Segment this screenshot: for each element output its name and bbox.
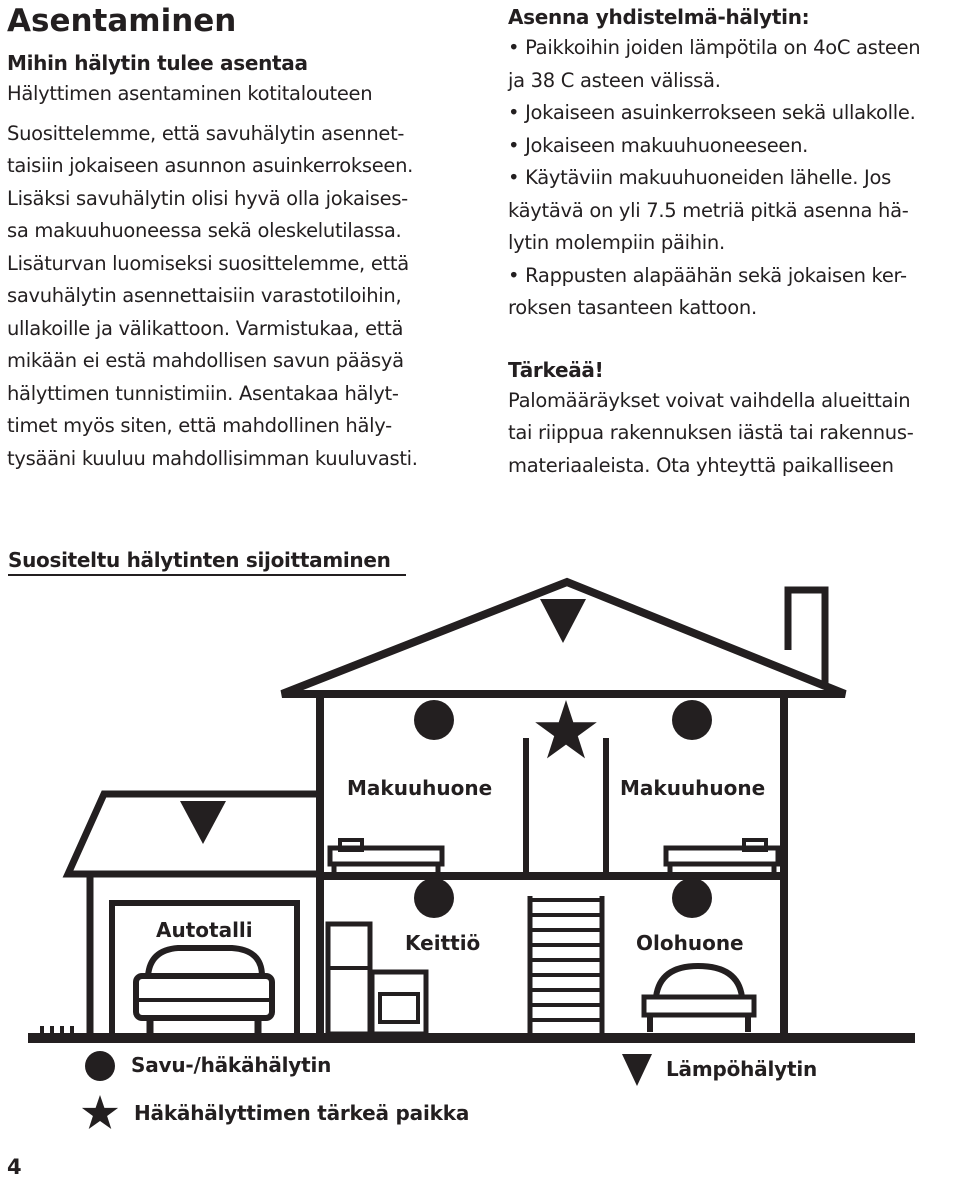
sofa [644,966,754,1032]
car [136,948,272,1034]
legend-smoke-label: Savu-/häkähälytin [131,1053,332,1077]
list-item: • Jokaiseen makuuhuoneeseen. [508,133,809,157]
list-item: • Jokaiseen asuinkerrokseen sekä ullakolle. [508,101,916,124]
paragraph-line: materiaaleista. Ota yhteyttä paikalliseen [508,453,894,477]
list-item: lytin molempiin päihin. [508,231,725,254]
page-number: 4 [7,1155,22,1179]
list-item: • Rappusten alapäähän sekä jokaisen ker- [508,263,907,287]
smoke-alarm-kitchen [414,878,454,918]
paragraph-line: ullakoille ja välikattoon. Varmistukaa, että [7,316,404,340]
smoke-alarm-bedroom-right [672,700,712,740]
legend-heat-icon [622,1054,652,1086]
paragraph-line: mikään ei estä mahdollisen savun pääsyä [7,349,404,372]
room-label-kitchen: Keittiö [405,931,481,955]
staircase [530,896,602,1036]
paragraph-line: Lisäturvan luomiseksi suosittelemme, että [7,251,409,275]
section-subheading: Hälyttimen asentaminen kotitalouteen [7,82,373,105]
room-label-bedroom-right: Makuuhuone [620,776,766,800]
paragraph-line: timet myös siten, että mahdollinen häly- [7,414,392,437]
bed-left [330,840,442,874]
heat-alarm-garage [180,801,226,844]
smoke-alarm-bedroom-left [414,700,454,740]
stove [372,972,426,1034]
paragraph-line: Palomääräykset voivat vaihdella alueittain [508,388,911,412]
page-title: Asentaminen [7,3,237,39]
paragraph-line: taisiin jokaiseen asunnon asuinkerrokseen. [7,154,414,177]
room-label-bedroom-left: Makuuhuone [347,776,493,800]
grass [40,1026,74,1034]
paragraph-line: tysääni kuuluu mahdollisimman kuuluvasti. [7,446,418,470]
legend-heat-label: Lämpöhälytin [666,1057,818,1081]
list-item: roksen tasanteen kattoon. [508,296,757,319]
legend-star-label: Häkähälyttimen tärkeä paikka [134,1101,470,1125]
paragraph-line: hälyttimen tunnistimiin. Asentakaa hälyt- [7,381,399,405]
list-item: • Käytäviin makuuhuoneiden lähelle. Jos [508,166,891,189]
paragraph-line: tai riippua rakennuksen iästä tai rakennus- [508,421,914,444]
room-label-garage: Autotalli [156,918,253,942]
room-label-living-room: Olohuone [636,931,744,955]
legend-smoke-icon [85,1051,115,1081]
list-item: käytävä on yli 7.5 metriä pitkä asenna hä- [508,198,909,222]
section-heading: Mihin hälytin tulee asentaa [7,51,308,75]
important-heading: Tärkeää! [508,357,604,382]
diagram-title: Suositeltu hälytinten sijoittaminen [8,548,391,572]
list-item: ja 38 C asteen välissä. [508,68,721,92]
list-item: • Paikkoihin joiden lämpötila on 4oC asteen [508,36,921,59]
paragraph-line: savuhälytin asennettaisiin varastotiloihin, [7,284,402,307]
section-heading: Asenna yhdistelmä-hälytin: [508,5,810,29]
co-important-star [535,700,597,758]
heat-alarm-attic [540,599,586,643]
smoke-alarm-living-room [672,878,712,918]
refrigerator [328,924,370,1034]
paragraph-line: sa makuuhuoneessa sekä oleskelutilassa. [7,219,402,242]
paragraph-line: Lisäksi savuhälytin olisi hyvä olla jokaises- [7,186,408,210]
paragraph-line: Suosittelemme, että savuhälytin asennet- [7,121,405,145]
legend-star-icon [82,1095,118,1129]
bed-right [666,840,778,874]
